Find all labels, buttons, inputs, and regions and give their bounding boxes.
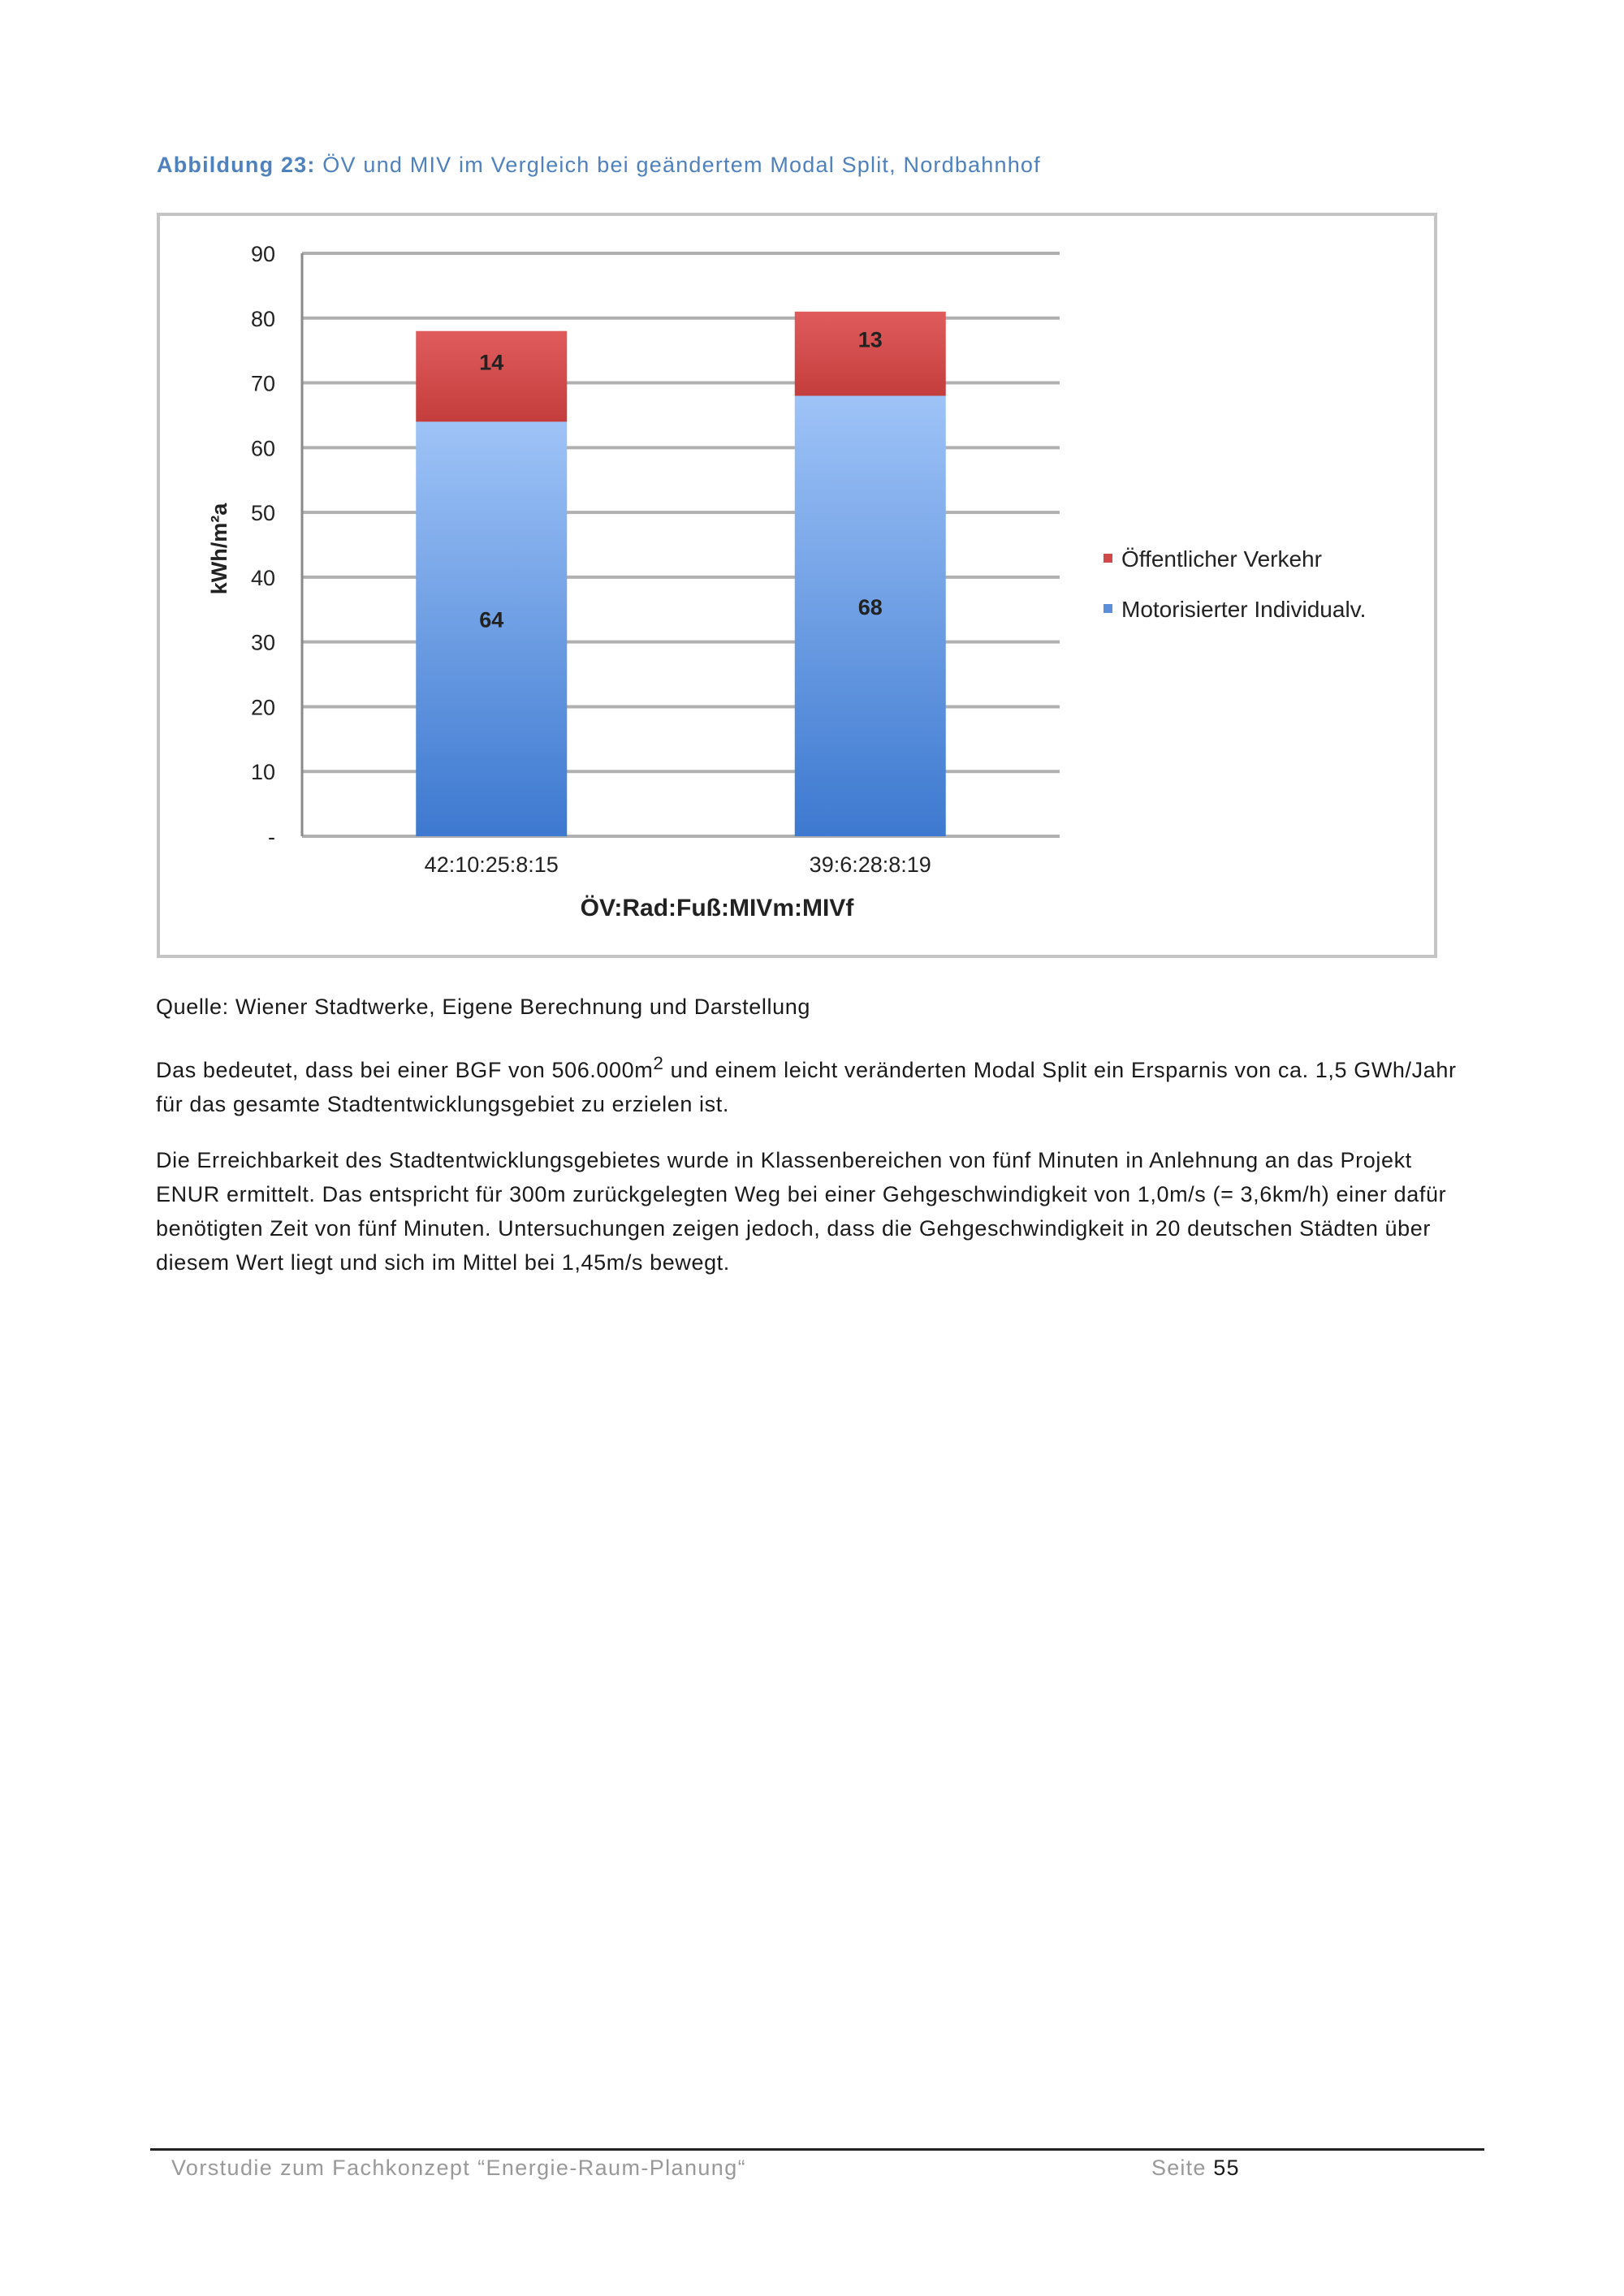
- y-tick-label: 90: [250, 242, 275, 266]
- x-tick-label: 42:10:25:8:15: [424, 852, 559, 877]
- y-tick-label: 80: [250, 306, 275, 331]
- data-label: 68: [857, 594, 883, 619]
- x-axis-label: ÖV:Rad:Fuß:MIVm:MIVf: [580, 895, 854, 921]
- y-tick-label: 20: [250, 695, 275, 720]
- paragraph-accessibility: Die Erreichbarkeit des Stadtentwicklungsgebietes wurde in Klassenbereichen von fünf Minuten in Anlehnung an das Projekt ENUR ermittelt. Das entspricht für 300m zurückgelegten Weg bei einer Gehgeschwindigkeit von 1,0m/s (= 3,6km/h) einer dafür benötigten Zeit von fünf Minuten. Untersuchungen zeigen jedoch, dass die Gehgeschwindigkeit in 20 deutschen Städten über diesem Wert liegt und sich im Mittel bei 1,45m/s bewegt.: [156, 1148, 1447, 1275]
- page-label: Seite: [1151, 2156, 1207, 2180]
- legend-swatch: [1104, 554, 1112, 563]
- superscript: 2: [653, 1053, 664, 1073]
- data-label: 14: [479, 350, 504, 375]
- y-tick-label: 50: [250, 501, 275, 526]
- y-tick-label: 30: [250, 630, 275, 655]
- y-tick-label: -: [268, 825, 275, 849]
- footer-title: Vorstudie zum Fachkonzept “Energie-Raum-Planung“: [171, 2156, 747, 2180]
- figure-caption: [157, 153, 1041, 178]
- page-number-value: 55: [1213, 2156, 1240, 2180]
- paragraph-savings-end: und einem leicht veränderten Modal Split ein Ersparnis von ca. 1,5 GWh/Jahr für das gesamte Stadtentwicklungsgebiet zu erzielen ist.: [156, 1058, 1457, 1116]
- legend-swatch: [1104, 604, 1112, 613]
- y-tick-label: 70: [250, 371, 275, 396]
- x-tick-label: 39:6:28:8:19: [809, 852, 931, 877]
- footer-rule: [150, 2148, 1484, 2151]
- legend-label: Motorisierter Individualv.: [1121, 597, 1367, 622]
- data-label: 13: [857, 327, 883, 352]
- figure-source: Quelle: Wiener Stadtwerke, Eigene Berechnung und Darstellung: [156, 995, 810, 1019]
- figure-caption-label: Abbildung 23:: [157, 153, 316, 177]
- paragraph-savings-start: Das bedeutet, dass bei einer BGF von 506.000m: [156, 1058, 654, 1082]
- data-label: 64: [479, 607, 504, 632]
- paragraph-savings: [156, 1047, 1463, 1121]
- bar-segment: [416, 331, 567, 422]
- page-number: [1151, 2156, 1240, 2181]
- bar-segment: [795, 312, 946, 396]
- y-tick-label: 40: [250, 565, 275, 590]
- stacked-bar-chart: [160, 216, 1434, 955]
- y-tick-label: 10: [250, 760, 275, 785]
- y-tick-label: 60: [250, 436, 275, 461]
- legend-label: Öffentlicher Verkehr: [1121, 546, 1322, 572]
- figure-caption-text: ÖV und MIV im Vergleich bei geändertem Modal Split, Nordbahnhof: [322, 153, 1041, 177]
- y-axis-label: kWh/m²a: [207, 503, 231, 595]
- chart-frame: [157, 213, 1437, 958]
